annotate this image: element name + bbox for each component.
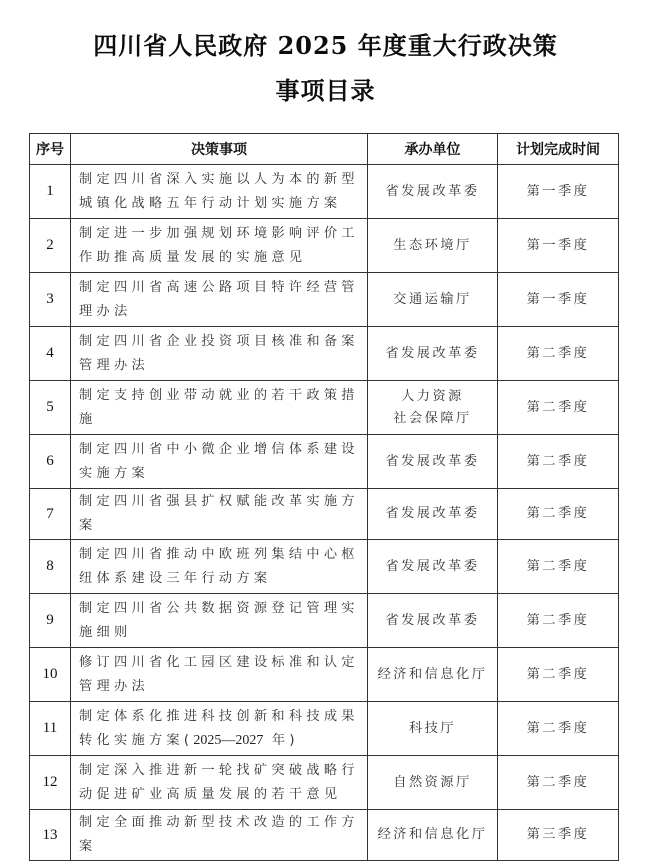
row-item: 制定四川省中小微企业增信体系建设实施方案 [71, 435, 368, 489]
row-unit: 科技厅 [368, 702, 498, 756]
row-seq: 13 [30, 810, 71, 861]
row-seq: 10 [30, 648, 71, 702]
row-time: 第一季度 [498, 273, 619, 327]
row-seq: 8 [30, 540, 71, 594]
table-row [30, 594, 619, 648]
row-time: 第二季度 [498, 594, 619, 648]
row-seq: 3 [30, 273, 71, 327]
row-time: 第二季度 [498, 756, 619, 810]
table-row [30, 381, 619, 435]
row-item: 制定全面推动新型技术改造的工作方案 [71, 810, 368, 861]
row-item: 制定支持创业带动就业的若干政策措施 [71, 381, 368, 435]
row-seq: 9 [30, 594, 71, 648]
table-row [30, 540, 619, 594]
row-item-text: 制定体系化推进科技创新和科技成果转化实施方案( [79, 708, 359, 748]
row-time: 第二季度 [498, 489, 619, 540]
row-seq: 12 [30, 756, 71, 810]
table-row [30, 165, 619, 219]
table-row [30, 810, 619, 861]
row-unit: 经济和信息化厅 [368, 810, 498, 861]
table-header-row [30, 134, 619, 165]
table-row [30, 327, 619, 381]
row-seq: 6 [30, 435, 71, 489]
row-unit: 省发展改革委 [368, 435, 498, 489]
row-time: 第二季度 [498, 327, 619, 381]
row-unit: 自然资源厅 [368, 756, 498, 810]
row-time: 第一季度 [498, 165, 619, 219]
row-item: 制定进一步加强规划环境影响评价工作助推高质量发展的实施意见 [71, 219, 368, 273]
table-row [30, 273, 619, 327]
row-unit: 经济和信息化厅 [368, 648, 498, 702]
row-unit-line2: 社会保障厅 [393, 410, 472, 426]
decision-items-table [29, 133, 619, 861]
row-seq: 1 [30, 165, 71, 219]
row-unit: 省发展改革委 [368, 594, 498, 648]
row-item: 制定四川省公共数据资源登记管理实施细则 [71, 594, 368, 648]
header-unit: 承办单位 [368, 134, 498, 165]
row-unit: 省发展改革委 [368, 165, 498, 219]
row-unit: 省发展改革委 [368, 327, 498, 381]
row-item: 制定四川省企业投资项目核准和备案管理办法 [71, 327, 368, 381]
row-unit: 生态环境厅 [368, 219, 498, 273]
row-unit: 省发展改革委 [368, 489, 498, 540]
table-row [30, 702, 619, 756]
table-row [30, 219, 619, 273]
row-time: 第三季度 [498, 810, 619, 861]
row-item: 制定四川省强县扩权赋能改革实施方案 [71, 489, 368, 540]
header-item: 决策事项 [71, 134, 368, 165]
row-unit: 交通运输厅 [368, 273, 498, 327]
row-item-tail: 年) [263, 732, 299, 748]
row-seq: 7 [30, 489, 71, 540]
row-time: 第二季度 [498, 381, 619, 435]
row-item: 修订四川省化工园区建设标准和认定管理办法 [71, 648, 368, 702]
row-item [71, 702, 368, 756]
row-unit: 省发展改革委 [368, 540, 498, 594]
row-time: 第二季度 [498, 648, 619, 702]
row-seq: 2 [30, 219, 71, 273]
row-time: 第二季度 [498, 540, 619, 594]
row-seq: 4 [30, 327, 71, 381]
header-time: 计划完成时间 [498, 134, 619, 165]
table-row [30, 435, 619, 489]
table-row [30, 648, 619, 702]
row-item: 制定四川省高速公路项目特许经营管理办法 [71, 273, 368, 327]
row-time: 第一季度 [498, 219, 619, 273]
row-seq: 5 [30, 381, 71, 435]
row-seq: 11 [30, 702, 71, 756]
row-time: 第二季度 [498, 702, 619, 756]
document-title-line2: 事项目录 [275, 76, 376, 105]
table-row [30, 489, 619, 540]
row-item: 制定四川省深入实施以人为本的新型城镇化战略五年行动计划实施方案 [71, 165, 368, 219]
row-item-years: 2025—2027 [193, 732, 264, 748]
table-row [30, 756, 619, 810]
header-seq: 序号 [30, 134, 71, 165]
row-item: 制定四川省推动中欧班列集结中心枢纽体系建设三年行动方案 [71, 540, 368, 594]
row-unit-line1: 人力资源 [401, 388, 464, 404]
row-unit [368, 381, 498, 435]
row-item: 制定深入推进新一轮找矿突破战略行动促进矿业高质量发展的若干意见 [71, 756, 368, 810]
row-time: 第二季度 [498, 435, 619, 489]
document-title-line1: 四川省人民政府 2025 年度重大行政决策 [93, 31, 558, 60]
